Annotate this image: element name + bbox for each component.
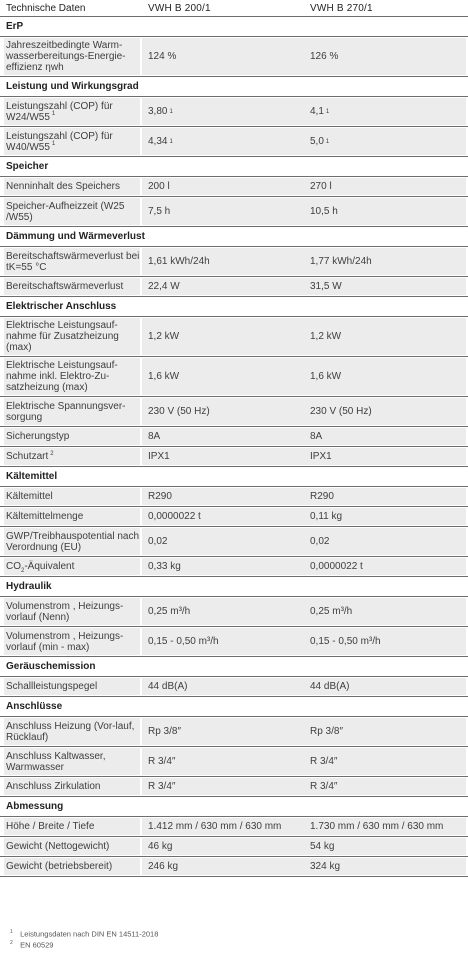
row-label [4, 717, 140, 746]
footnote-ref: 1 [51, 141, 56, 148]
label-subscript: 2 [21, 568, 25, 574]
row-label-text: Elektrische Leistungsauf-nahme für Zusatzheizung (max) [6, 320, 119, 353]
row-label-wrap [6, 201, 140, 223]
table-row [0, 717, 468, 747]
value-text: 1,2 kW [148, 331, 180, 342]
row-label [4, 127, 140, 156]
value-col-a [144, 557, 304, 576]
value-col-b [306, 427, 466, 446]
table-row [0, 777, 468, 797]
footnote-text: EN 60529 [20, 940, 54, 949]
value-col-b [306, 817, 466, 836]
section-title: Speicher [6, 161, 49, 172]
table-row [0, 507, 468, 527]
row-label-text: Gewicht (Nettogewicht) [6, 841, 110, 852]
row-label-wrap [6, 601, 140, 623]
table-row [0, 277, 468, 297]
section-header [0, 797, 468, 817]
row-label-wrap [6, 511, 83, 522]
footnotes [10, 928, 158, 949]
section-header [0, 697, 468, 717]
row-label-text: Anschluss Kaltwasser, Warmwasser [6, 750, 106, 773]
footnote-ref: 2 [50, 450, 54, 457]
value-text: R 3/4″ [148, 781, 176, 792]
row-label-wrap [6, 721, 140, 743]
section-title: Anschlüsse [6, 701, 63, 712]
row-label-wrap [6, 451, 54, 462]
row-label-wrap [6, 681, 97, 692]
value-col-a [144, 597, 304, 626]
row-label-text: Anschluss Heizung (Vor-lauf, Rücklauf) [6, 720, 135, 743]
table-row [0, 557, 468, 577]
row-label-wrap [6, 821, 94, 832]
table-row [0, 247, 468, 277]
value-text: R 3/4″ [148, 756, 176, 767]
value-col-a [144, 197, 304, 226]
row-label [4, 277, 140, 296]
row-label [4, 397, 140, 426]
value-text: 200 l [148, 181, 170, 192]
value-text: IPX1 [148, 451, 170, 462]
row-label-wrap [6, 181, 120, 192]
table-row [0, 747, 468, 777]
value-text: 1,2 kW [310, 331, 342, 342]
value-text: 0,11 kg [310, 511, 343, 522]
value-col-a [144, 277, 304, 296]
table-row [0, 397, 468, 427]
table-header [0, 0, 468, 17]
row-label-wrap [6, 841, 109, 852]
value-text: 126 % [310, 51, 339, 62]
value-text: 8A [148, 431, 161, 442]
value-col-b [306, 277, 466, 296]
header-col-b: VWH B 270/1 [310, 2, 373, 14]
value-col-b: 4,1 1 [310, 106, 330, 117]
section-title: Elektrischer Anschluss [6, 301, 117, 312]
table-row [0, 817, 468, 837]
table-row [0, 37, 468, 77]
table-row [0, 127, 468, 157]
section-title: Leistung und Wirkungsgrad [6, 81, 139, 92]
value-text: 44 dB(A) [310, 681, 350, 692]
value-text: 324 kg [310, 861, 341, 872]
row-label-wrap [6, 281, 123, 292]
value-text: 8A [310, 431, 323, 442]
value-text: Rp 3/8″ [148, 726, 182, 737]
table-row [0, 837, 468, 857]
row-label-wrap [6, 491, 53, 502]
section-title: ErP [6, 21, 24, 32]
value-text: 0,02 [310, 536, 330, 547]
value-col-a: 4,34 1 [148, 136, 173, 147]
value-text: 4,34 [148, 136, 168, 147]
row-label [4, 97, 140, 126]
row-label [4, 317, 140, 356]
section-title: Dämmung und Wärmeverlust [6, 231, 145, 242]
row-label-text: Volumenstrom , Heizungs-vorlauf (Nenn) [6, 600, 124, 623]
table-row [0, 857, 468, 877]
row-label [4, 447, 140, 466]
value-col-b [306, 37, 466, 76]
row-label-wrap [6, 131, 140, 153]
value-col-b [306, 837, 466, 856]
value-col-a [144, 357, 304, 396]
section-header [0, 297, 468, 317]
value-col-b [306, 777, 466, 796]
value-text: 1,61 kWh/24h [148, 256, 210, 267]
section-title: Abmessung [6, 801, 64, 812]
row-label-wrap [6, 101, 140, 123]
value-text: 1,77 kWh/24h [310, 256, 372, 267]
table-row [0, 97, 468, 127]
value-col-b [306, 527, 466, 556]
table-row [0, 487, 468, 507]
row-label [4, 557, 140, 576]
value-col-a [144, 717, 304, 746]
row-label [4, 837, 140, 856]
section-title: Kältemittel [6, 471, 58, 482]
value-text: 5,0 [310, 136, 324, 147]
row-label-wrap [6, 781, 100, 792]
row-label-text: Kältemittelmenge [6, 511, 84, 522]
value-text: 124 % [148, 51, 177, 62]
value-col-b [306, 507, 466, 526]
row-label-wrap [6, 431, 69, 442]
value-col-a [144, 527, 304, 556]
value-col-b [306, 197, 466, 226]
value-col-b [306, 857, 466, 876]
value-text: 1.412 mm / 630 mm / 630 mm [148, 821, 282, 832]
row-label-wrap [6, 251, 140, 273]
table-row [0, 447, 468, 467]
value-col-a [144, 317, 304, 356]
value-text: 22,4 W [148, 281, 180, 292]
section-header [0, 467, 468, 487]
value-text: 54 kg [310, 841, 335, 852]
row-label [4, 627, 140, 656]
value-text: R290 [310, 491, 334, 502]
value-text: R 3/4″ [310, 756, 338, 767]
value-col-b [306, 177, 466, 196]
row-label-text: Bereitschaftswärmeverlust bei tK=55 °C [6, 250, 140, 273]
value-text: Rp 3/8″ [310, 726, 344, 737]
row-label-wrap [6, 401, 140, 423]
value-text: 1,6 kW [310, 371, 342, 382]
value-col-b [306, 487, 466, 506]
row-label [4, 857, 140, 876]
row-label-text: Nenninhalt des Speichers [6, 181, 120, 192]
row-label-text: Elektrische Leistungsauf-nahme inkl. Elektro-Zu-satzheizung (max) [6, 360, 118, 393]
value-col-b [306, 717, 466, 746]
value-text: 4,1 [310, 106, 324, 117]
value-text: 0,0000022 t [148, 511, 201, 522]
value-col-b [306, 357, 466, 396]
value-text: 0,15 - 0,50 m³/h [148, 636, 219, 647]
footnote-1 [10, 928, 158, 939]
row-label [4, 357, 140, 396]
section-header [0, 577, 468, 597]
row-label-text: Elektrische Spannungsver-sorgung [6, 400, 126, 423]
footnote-mark: 2 [10, 939, 13, 946]
value-col-b [306, 627, 466, 656]
row-label [4, 37, 140, 76]
value-col-a [144, 507, 304, 526]
value-col-a [144, 247, 304, 276]
row-label-wrap [6, 360, 140, 393]
value-col-b [306, 317, 466, 356]
row-label-text: Gewicht (betriebsbereit) [6, 861, 113, 872]
row-label [4, 487, 140, 506]
row-label-text: Bereitschaftswärmeverlust [6, 281, 124, 292]
value-text: 0,15 - 0,50 m³/h [310, 636, 381, 647]
value-col-a [144, 677, 304, 696]
section-header [0, 17, 468, 37]
row-label-text: Höhe / Breite / Tiefe [6, 821, 95, 832]
value-col-a [144, 487, 304, 506]
row-label-wrap [6, 861, 112, 872]
row-label-text: Speicher-Aufheizzeit (W25 /W55) [6, 200, 125, 223]
value-text: IPX1 [310, 451, 332, 462]
row-label-text: Jahreszeitbedingte Warm-wasserbereitungs-Energie-effizienz ηwh [6, 40, 126, 73]
value-col-a [144, 177, 304, 196]
value-text: 1,6 kW [148, 371, 180, 382]
value-text: 0,25 m³/h [148, 606, 191, 617]
row-label-wrap [6, 561, 74, 572]
value-col-a [144, 627, 304, 656]
value-text: 7,5 h [148, 206, 171, 217]
row-label-text: Anschluss Zirkulation [6, 781, 101, 792]
header-label: Technische Daten [6, 2, 86, 14]
value-col-a [144, 447, 304, 466]
section-title: Geräuschemission [6, 661, 96, 672]
header-col-a: VWH B 200/1 [148, 2, 211, 14]
footnote-2 [10, 939, 158, 950]
row-label-text: CO [6, 561, 21, 572]
value-col-a [144, 777, 304, 796]
section-title: Hydraulik [6, 581, 52, 592]
section-header [0, 77, 468, 97]
row-label [4, 777, 140, 796]
row-label [4, 527, 140, 556]
row-label-text: Volumenstrom , Heizungs-vorlauf (min - max) [6, 630, 124, 653]
value-col-a [144, 427, 304, 446]
row-label-text: GWP/Treibhauspotential nach Verordnung (EU) [6, 530, 140, 553]
row-label-wrap [6, 751, 140, 773]
value-text: 10,5 h [310, 206, 338, 217]
row-label [4, 747, 140, 776]
label-rest: -Äquivalent [24, 561, 75, 572]
value-col-a [144, 747, 304, 776]
table-row [0, 197, 468, 227]
row-label [4, 817, 140, 836]
footnote-ref: 1 [51, 111, 56, 118]
section-header [0, 157, 468, 177]
footnote-text: Leistungsdaten nach DIN EN 14511-2018 [20, 929, 159, 939]
value-col-a [144, 857, 304, 876]
row-label-text: Sicherungstyp [6, 431, 70, 442]
row-label [4, 247, 140, 276]
value-text: 230 V (50 Hz) [310, 406, 372, 417]
table-row [0, 177, 468, 197]
row-label-text: Kältemittel [6, 491, 53, 502]
table-row [0, 597, 468, 627]
value-col-a [144, 817, 304, 836]
value-col-a [144, 397, 304, 426]
value-col-b [306, 447, 466, 466]
value-text: 246 kg [148, 861, 179, 872]
value-text: 0,25 m³/h [310, 606, 353, 617]
value-text: 0,33 kg [148, 561, 181, 572]
value-text: 31,5 W [310, 281, 342, 292]
value-col-b [306, 397, 466, 426]
value-col-b: 5,0 1 [310, 136, 330, 147]
table-row [0, 357, 468, 397]
row-label [4, 597, 140, 626]
value-text: R290 [148, 491, 172, 502]
row-label-wrap [6, 531, 140, 553]
value-col-a [144, 37, 304, 76]
value-col-b [306, 597, 466, 626]
row-label [4, 197, 140, 226]
table-row [0, 317, 468, 357]
value-text: 44 dB(A) [148, 681, 188, 692]
row-label-text: Leistungszahl (COP) für W24/W55 [6, 100, 113, 123]
value-text: 0,02 [148, 536, 168, 547]
row-label [4, 427, 140, 446]
row-label [4, 177, 140, 196]
row-label-text: Schutzart [6, 451, 49, 462]
section-header [0, 657, 468, 677]
value-col-b [306, 747, 466, 776]
value-col-b [306, 557, 466, 576]
section-header [0, 227, 468, 247]
value-text: 0,0000022 t [310, 561, 363, 572]
value-col-b [306, 677, 466, 696]
value-col-b [306, 247, 466, 276]
row-label-wrap [6, 631, 140, 653]
row-label-wrap [6, 320, 140, 353]
table-row [0, 677, 468, 697]
row-label-wrap [6, 40, 140, 73]
table-row [0, 527, 468, 557]
value-text: R 3/4″ [310, 781, 338, 792]
value-text: 3,80 [148, 106, 168, 117]
footnote-mark: 1 [10, 929, 13, 935]
value-text: 1.730 mm / 630 mm / 630 mm [310, 821, 444, 832]
row-label [4, 507, 140, 526]
row-label [4, 677, 140, 696]
value-text: 230 V (50 Hz) [148, 406, 210, 417]
row-label-text: Schallleistungspegel [6, 681, 98, 692]
value-text: 270 l [310, 181, 332, 192]
value-col-a: 3,80 1 [148, 106, 173, 117]
value-col-a [144, 837, 304, 856]
row-label-text: Leistungszahl (COP) für W40/W55 [6, 130, 113, 153]
table-row [0, 627, 468, 657]
value-text: 46 kg [148, 841, 173, 852]
table-row [0, 427, 468, 447]
